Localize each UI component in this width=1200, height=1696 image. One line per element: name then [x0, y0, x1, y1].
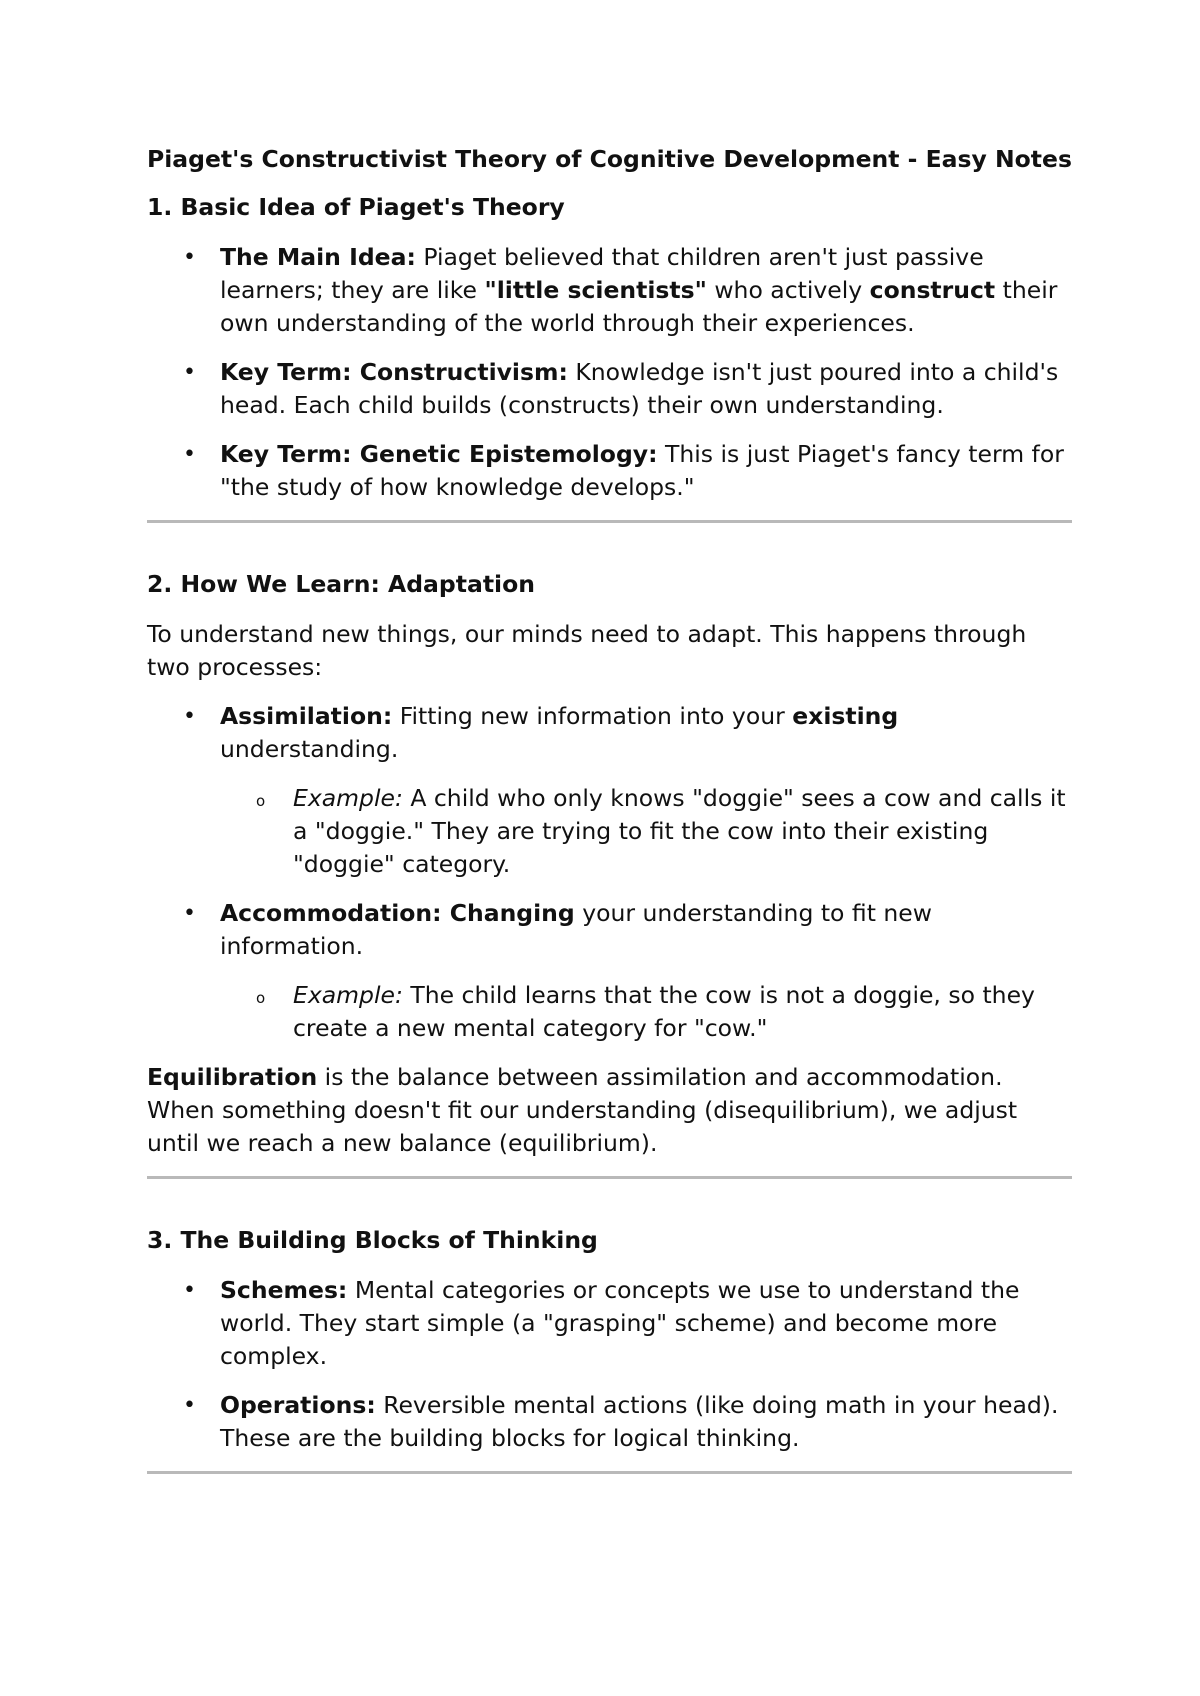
- section-3-heading: 3. The Building Blocks of Thinking: [147, 1226, 598, 1254]
- item-emphasis: "little scientists": [484, 276, 707, 304]
- item-text: Piaget believed that children aren't just passive learners; they are like: [220, 243, 984, 304]
- item-label: Key Term: Genetic Epistemology:: [220, 440, 658, 468]
- item-label: The Main Idea:: [220, 243, 416, 271]
- item-label: Operations:: [220, 1391, 376, 1419]
- section-divider: [147, 1471, 1072, 1474]
- list-item-main-idea: [147, 241, 1072, 340]
- section-2-list: [147, 700, 1072, 1045]
- item-label: Key Term: Constructivism:: [220, 358, 568, 386]
- example-text: A child who only knows "doggie" sees a cow and calls it a "doggie." They are trying to fit the cow into their existing "doggie" category.: [293, 784, 1066, 878]
- section-3-list: [147, 1274, 1072, 1455]
- section-2-heading: 2. How We Learn: Adaptation: [147, 570, 535, 598]
- item-emphasis: construct: [869, 276, 996, 304]
- item-text: Reversible mental actions (like doing math in your head). These are the building blocks for logical thinking.: [220, 1391, 1059, 1452]
- item-text: Mental categories or concepts we use to understand the world. They start simple (a "grasping" scheme) and become more complex.: [220, 1276, 1020, 1370]
- item-text: Fitting new information into your: [392, 702, 793, 730]
- item-text: This is just Piaget's fancy term for "the study of how knowledge develops.": [220, 440, 1064, 501]
- equilibration-term: Equilibration: [147, 1063, 318, 1091]
- section-2-intro: To understand new things, our minds need to adapt. This happens through two processes:: [147, 620, 1027, 681]
- example-label: Example:: [293, 981, 403, 1009]
- item-text: who actively: [706, 276, 870, 304]
- list-item-operations: [147, 1389, 1072, 1455]
- list-item-genetic-epistemology: [147, 438, 1072, 504]
- assimilation-example-list: [220, 782, 1072, 881]
- accommodation-example-list: [220, 979, 1072, 1045]
- item-text: understanding.: [220, 735, 399, 763]
- example-item: [220, 782, 1072, 881]
- item-label: Accommodation:: [220, 899, 442, 927]
- section-1-heading: 1. Basic Idea of Piaget's Theory: [147, 193, 565, 221]
- item-label: Assimilation:: [220, 702, 393, 730]
- item-emphasis: Changing: [441, 899, 575, 927]
- example-text: The child learns that the cow is not a doggie, so they create a new mental category for "cow.": [293, 981, 1035, 1042]
- item-text: Knowledge isn't just poured into a child's head. Each child builds (constructs) their own understanding.: [220, 358, 1059, 419]
- equilibration-text: is the balance between assimilation and accommodation. When something doesn't fit our understanding (disequilibrium), we adjust until we reach a new balance (equilibrium).: [147, 1063, 1018, 1157]
- list-item-constructivism: [147, 356, 1072, 422]
- item-label: Schemes:: [220, 1276, 348, 1304]
- list-item-accommodation: [147, 897, 1072, 1045]
- example-label: Example:: [293, 784, 403, 812]
- document-title: Piaget's Constructivist Theory of Cognitive Development - Easy Notes: [147, 145, 1072, 173]
- equilibration-paragraph: [147, 1061, 1072, 1160]
- example-item: [220, 979, 1072, 1045]
- item-emphasis: existing: [792, 702, 899, 730]
- item-text: their own understanding of the world through their experiences.: [220, 276, 1058, 337]
- item-text: your understanding to fit new information.: [220, 899, 932, 960]
- section-1-list: [147, 241, 1072, 504]
- document-body: [147, 143, 1072, 1474]
- list-item-assimilation: [147, 700, 1072, 881]
- list-item-schemes: [147, 1274, 1072, 1373]
